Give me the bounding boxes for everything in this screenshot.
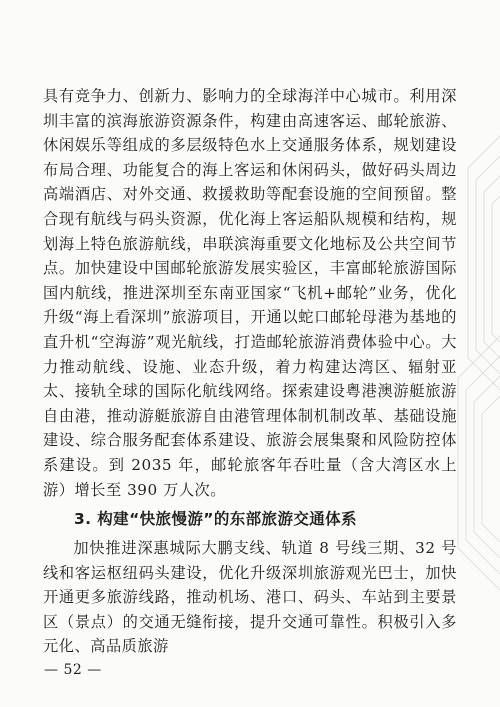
document-body: [43, 84, 457, 659]
page-number: — 52 —: [44, 662, 102, 678]
body-paragraph-2: 加快推进深惠城际大鹏支线、轨道 8 号线三期、32 号线和客运枢纽码头建设，优化升级深圳旅游观光巴士，加快开通更多旅游线路，推动机场、港口、码头、车站到主要景区（景点）的交通无缝衔接，提升交通可靠性。积极引入多元化、高品质旅游: [43, 539, 457, 656]
body-paragraph-1: 具有竞争力、创新力、影响力的全球海洋中心城市。利用深圳丰富的滨海旅游资源条件，构建由高速客运、邮轮旅游、休闲娱乐等组成的多层级特色水上交通服务体系，规划建设布局合理、功能复合的海上客运和休闲码头，做好码头周边高端酒店、对外交通、救援救助等配套设施的空间预留。整合现有航线与码头资源，优化海上客运船队规模和结构，规划海上特色旅游航线，串联滨海重要文化地标及公共空间节点。加快建设中国邮轮旅游发展实验区，丰富邮轮旅游国际国内航线，推进深圳至东南亚国家“飞机+邮轮”业务，优化升级“海上看深圳”旅游项目，开通以蛇口邮轮母港为基地的直升机“空海游”观光航线，打造邮轮旅游消费体验中心。大力推动航线、设施、业态升级，着力构建达湾区、辐射亚太、接轨全球的国际化航线网络。探索建设粤港澳游艇旅游自由港，推动游艇旅游自由港管理体制机制改革、基础设施建设、综合服务配套体系建设、旅游会展集聚和风险防控体系建设。到 2035 年，邮轮旅客年吞吐量（含大湾区水上游）增长至 390 万人次。: [43, 87, 457, 499]
section-heading: 3. 构建“快旅慢游”的东部旅游交通体系: [74, 510, 357, 529]
